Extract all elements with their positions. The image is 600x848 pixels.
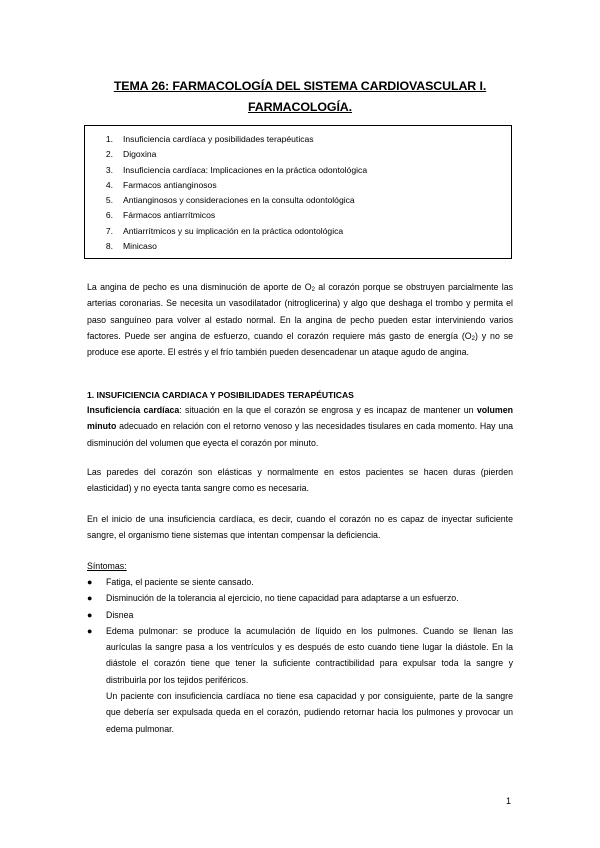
title-line-2: FARMACOLOGÍA. [247, 100, 352, 114]
table-of-contents [84, 125, 512, 259]
paragraph: Las paredes del corazón son elásticas y normalmente en estos pacientes se hacen duras (pierden elasticidad) y no eyecta tanta sangre como es necesaria. [87, 467, 513, 494]
list-item: ● Disminución de la tolerancia al ejercicio, no tiene capacidad para adaptarse a un esfuerzo. [87, 590, 513, 606]
toc-item: 7. Antiarrítmicos y su implicación en la práctica odontológica [105, 225, 344, 236]
list-item: ● Disnea [87, 607, 513, 623]
symptoms-label: Síntomas: [87, 561, 127, 571]
toc-item: 1. Insuficiencia cardíaca y posibilidades terapéuticas [105, 134, 314, 144]
toc-item: 3. Insuficiencia cardíaca: Implicaciones en la práctica odontológica [105, 164, 368, 175]
list-item: ● Edema pulmonar: se produce la acumulación de líquido en los pulmones. Cuando se llenan las aurículas la sangre pasa a los ventrículos y es después de esto cuando tiene lugar la diástole. En la diástole el corazón tiene que tener la suficiente contractibilidad para expulsar toda la sangre y distribuirla por los tejidos periféricos. Un paciente con insuficiencia cardíaca no tiene esa capacidad y por consiguiente, parte de la sangre que debería ser expulsada queda en el corazón, pudiendo retornar hacia los pulmones y provocar un edema pulmonar. [87, 623, 513, 737]
list-item: ● Fatiga, el paciente se siente cansado. [87, 574, 513, 590]
toc-item: 6. Fármacos antiarrítmicos [105, 210, 216, 221]
symptoms-list [87, 574, 513, 737]
page-number: 1 [506, 796, 512, 806]
page-title [60, 76, 540, 118]
bullet-icon: ● [87, 577, 93, 587]
bullet-icon: ● [87, 593, 93, 604]
toc-item: 4. Farmacos antianginosos [105, 179, 217, 190]
toc-item: 5. Antianginosos y consideraciones en la consulta odontológica [105, 195, 355, 206]
title-line-1: TEMA 26: FARMACOLOGÍA DEL SISTEMA CARDIOVASCULAR I. [113, 79, 487, 93]
bullet-icon: ● [87, 609, 93, 620]
toc-item: 2. Digoxina [105, 149, 157, 160]
paragraph: En el inicio de una insuficiencia cardíaca, es decir, cuando el corazón no es capaz de inyectar suficiente sangre, el organismo tiene sistemas que intentan compensar la deficiencia. [87, 514, 513, 541]
bullet-icon: ● [87, 625, 93, 636]
section-heading: 1. INSUFICIENCIA CARDIACA Y POSIBILIDADES TERAPÉUTICAS [87, 390, 354, 400]
toc-item: 8. Minicaso [105, 241, 157, 252]
definition-paragraph: Insuficiencia cardíaca: situación en la que el corazón se engrosa y es incapaz de mantener un volumen minuto adecuado en relación con el retorno venoso y las necesidades tisulares en cada momento. Hay una disminución del volumen que eyecta el corazón por minuto. [87, 405, 513, 448]
intro-paragraph: La angina de pecho es una disminución de aporte de $O_2$ al corazón porque se obstruyen parcialmente las arterias coronarias. Se necesita un vasodilatador (nitroglicerina) y algo que deshaga el trombo y permita el paso sanguíneo para volver al estado normal. En la angina de pecho pueden estar interviniendo varios factores. Puede ser angina de esfuerzo, cuando el corazón requiere más gasto de energía $(O_2)$ y no se produce ese aporte. El estrés y el frío también pueden desencadenar un ataque agudo de angina. [87, 282, 513, 358]
